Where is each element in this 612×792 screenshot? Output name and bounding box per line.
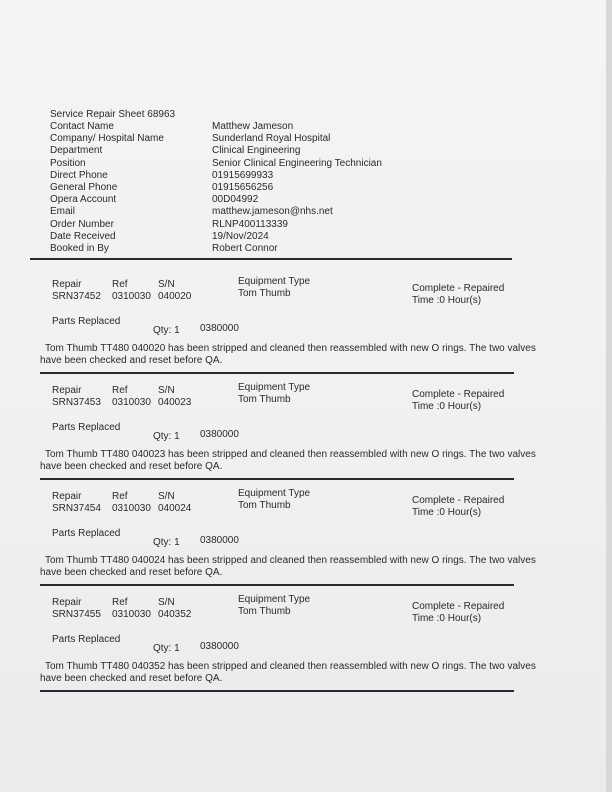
field-value: matthew.jameson@nhs.net [212, 206, 333, 218]
sn-label: S/N [158, 279, 175, 290]
repair-status: Complete - Repaired [412, 389, 505, 400]
divider [30, 258, 512, 260]
field-value: Matthew Jameson [212, 121, 294, 132]
ref-label: Ref [112, 491, 128, 502]
field-value: Robert Connor [212, 243, 278, 254]
repair-entry [0, 274, 606, 380]
equipment-type-label: Equipment Type [238, 276, 311, 287]
equipment-type-value: Tom Thumb [238, 288, 291, 299]
parts-replaced-label: Parts Replaced [52, 528, 121, 539]
repair-status: Complete - Repaired [412, 601, 505, 612]
repair-label: Repair [52, 491, 82, 502]
repair-entry [0, 380, 606, 486]
sn-value: 040352 [158, 609, 192, 620]
parts-replaced-label: Parts Replaced [52, 634, 121, 645]
field-label: Department [50, 145, 103, 157]
equipment-type-value: Tom Thumb [238, 394, 291, 405]
repair-number: SRN37454 [52, 503, 101, 514]
divider [40, 690, 514, 692]
divider [40, 478, 514, 480]
part-qty: Qty: 1 [153, 431, 180, 442]
field-value: Clinical Engineering [212, 145, 301, 157]
equipment-type-label: Equipment Type [238, 382, 311, 393]
repair-time: Time :0 Hour(s) [412, 401, 482, 412]
divider [40, 584, 514, 586]
equipment-type-value: Tom Thumb [238, 606, 291, 617]
part-number: 0380000 [200, 535, 239, 546]
field-value: Senior Clinical Engineering Technician [212, 157, 382, 169]
repair-time: Time :0 Hour(s) [412, 613, 482, 624]
repair-status: Complete - Repaired [412, 495, 505, 506]
ref-value: 0310030 [112, 609, 151, 620]
repair-description: Tom Thumb TT480 040023 has been stripped and cleaned then reassembled with new O rings. The two valves have been checked and reset before QA. [40, 449, 536, 472]
field-label: Booked in By [50, 243, 109, 254]
parts-replaced-label: Parts Replaced [52, 422, 121, 433]
sn-label: S/N [158, 597, 175, 608]
field-value: 01915656256 [212, 182, 274, 193]
ref-value: 0310030 [112, 397, 151, 408]
repair-description: Tom Thumb TT480 040020 has been stripped and cleaned then reassembled with new O rings. The two valves have been checked and reset before QA. [40, 343, 536, 366]
field-value: 19/Nov/2024 [212, 230, 269, 242]
part-qty: Qty: 1 [153, 643, 180, 654]
part-number: 0380000 [200, 641, 239, 652]
equipment-type-label: Equipment Type [238, 488, 311, 499]
repair-description: Tom Thumb TT480 040352 has been stripped and cleaned then reassembled with new O rings. The two valves have been checked and reset before QA. [40, 661, 536, 684]
repair-entry [0, 486, 606, 592]
part-number: 0380000 [200, 429, 239, 440]
ref-value: 0310030 [112, 291, 151, 302]
field-label: Opera Account [50, 194, 117, 206]
ref-label: Ref [112, 597, 128, 608]
field-label: Email [50, 206, 76, 218]
repair-time: Time :0 Hour(s) [412, 295, 482, 306]
part-number: 0380000 [200, 323, 239, 334]
repair-number: SRN37452 [52, 291, 101, 302]
repair-description: Tom Thumb TT480 040024 has been stripped and cleaned then reassembled with new O rings. The two valves have been checked and reset before QA. [40, 555, 536, 578]
part-qty: Qty: 1 [153, 325, 180, 336]
parts-replaced-label: Parts Replaced [52, 316, 121, 327]
sn-value: 040023 [158, 397, 192, 408]
ref-label: Ref [112, 279, 128, 290]
equipment-type-value: Tom Thumb [238, 500, 291, 511]
field-label: Direct Phone [50, 169, 108, 181]
repair-number: SRN37455 [52, 609, 101, 620]
field-label: Order Number [50, 218, 114, 230]
ref-label: Ref [112, 385, 128, 396]
repair-label: Repair [52, 279, 82, 290]
field-label: Contact Name [50, 121, 114, 132]
field-label: Position [50, 157, 86, 169]
sn-value: 040020 [158, 291, 192, 302]
field-value: 01915699933 [212, 169, 274, 181]
sn-value: 040024 [158, 503, 192, 514]
field-value: Sunderland Royal Hospital [212, 133, 331, 145]
field-label: Date Received [50, 230, 116, 242]
part-qty: Qty: 1 [153, 537, 180, 548]
repair-time: Time :0 Hour(s) [412, 507, 482, 518]
divider [40, 372, 514, 374]
equipment-type-label: Equipment Type [238, 594, 311, 605]
repair-label: Repair [52, 385, 82, 396]
field-value: 00D04992 [212, 194, 259, 206]
repair-status: Complete - Repaired [412, 283, 505, 294]
sn-label: S/N [158, 491, 175, 502]
sheet-title: Service Repair Sheet 68963 [50, 109, 176, 120]
field-label: General Phone [50, 182, 118, 193]
repair-number: SRN37453 [52, 397, 101, 408]
field-value: RLNP400113339 [212, 218, 288, 230]
repair-entry [0, 592, 606, 698]
sn-label: S/N [158, 385, 175, 396]
repair-label: Repair [52, 597, 82, 608]
ref-value: 0310030 [112, 503, 151, 514]
page-edge [606, 0, 612, 792]
field-label: Company/ Hospital Name [50, 133, 164, 145]
